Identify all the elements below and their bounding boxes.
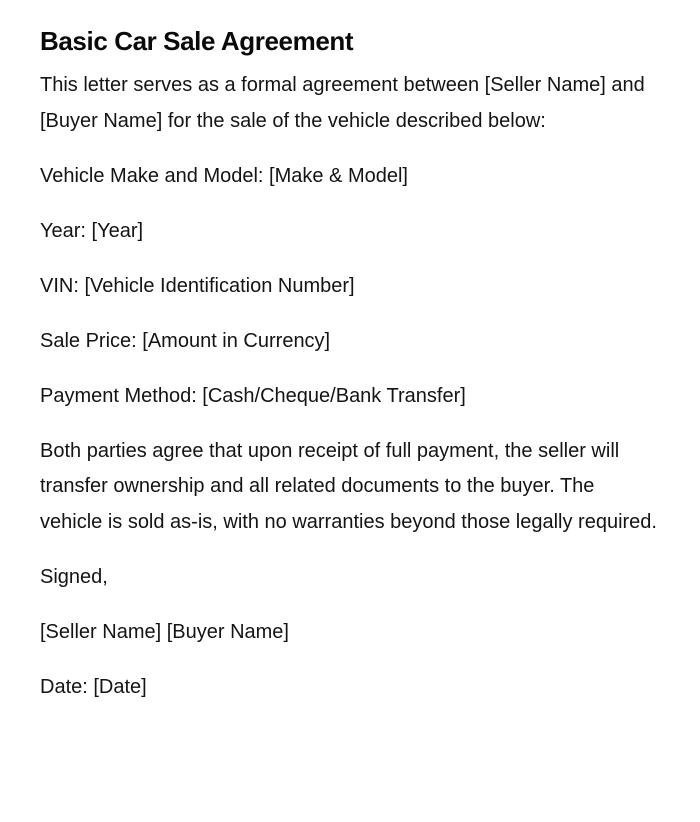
field-sale-price: Sale Price: [Amount in Currency]: [40, 329, 331, 352]
date-line: Date: [Date]: [40, 675, 147, 698]
field-year: Year: [Year]: [40, 219, 144, 242]
terms-paragraph: Both parties agree that upon receipt of full payment, the seller will transfer ownership and all related documents to the buyer. The vehicle is sold as-is, with no warranties beyond those legally required.: [40, 439, 657, 533]
closing-line: Signed,: [40, 565, 108, 588]
intro-paragraph: This letter serves as a formal agreement between [Seller Name] and [Buyer Name] for the sale of the vehicle described below:: [40, 74, 645, 132]
field-payment-method: Payment Method: [Cash/Cheque/Bank Transfer]: [40, 384, 466, 407]
field-make-model: Vehicle Make and Model: [Make & Model]: [40, 164, 408, 187]
field-vin: VIN: [Vehicle Identification Number]: [40, 274, 355, 297]
agreement-document: [40, 22, 660, 725]
document-title: Basic Car Sale Agreement: [40, 26, 354, 56]
signatories-line: [Seller Name] [Buyer Name]: [40, 620, 289, 643]
